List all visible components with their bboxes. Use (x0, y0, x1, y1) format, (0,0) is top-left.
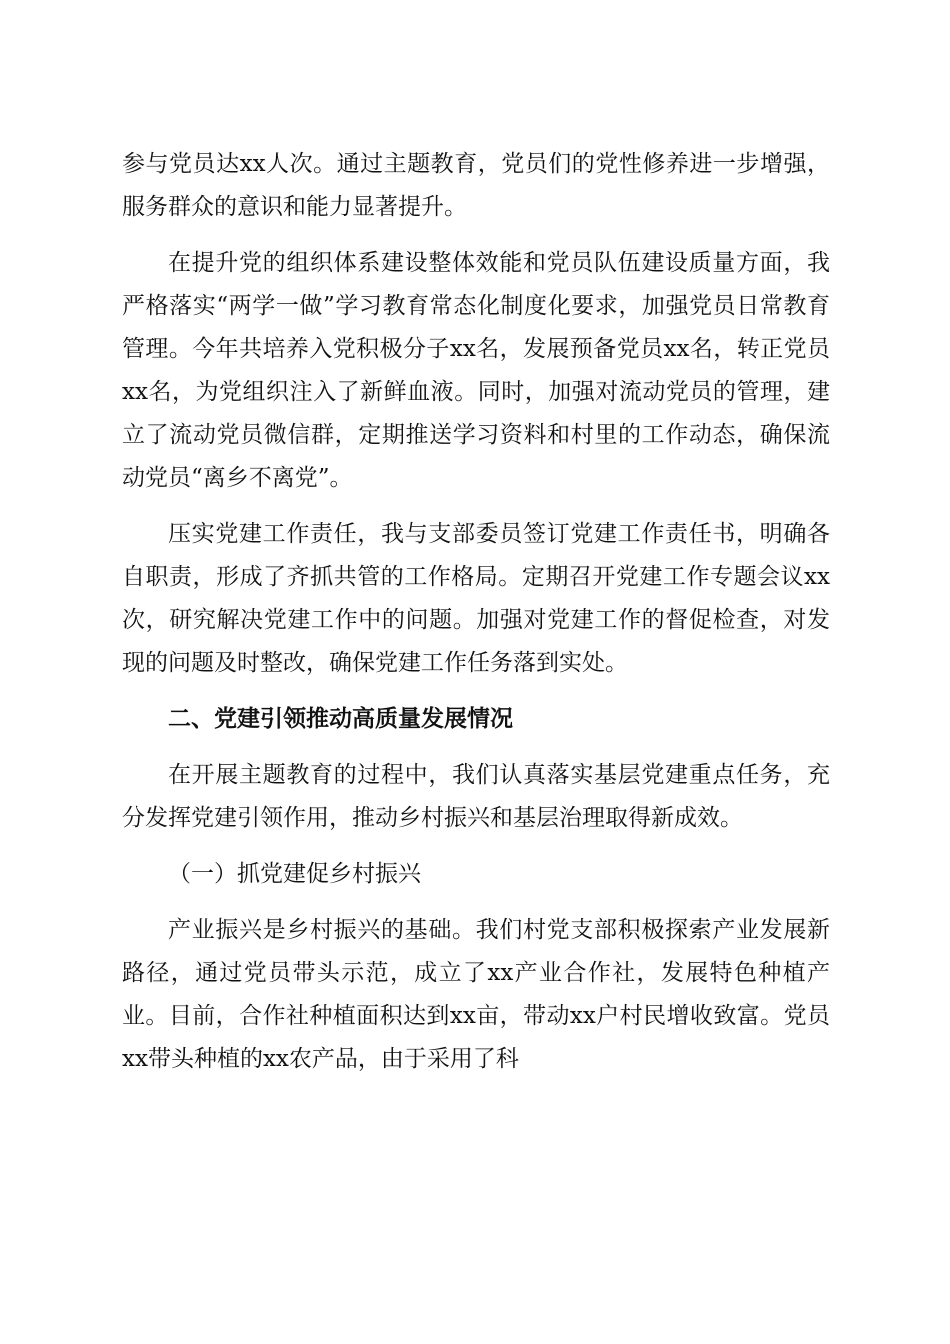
paragraph-responsibility: 压实党建工作责任，我与支部委员签订党建工作责任书，明确各自职责，形成了齐抓共管的工作格局。定期召开党建工作专题会议xx次，研究解决党建工作中的问题。加强对党建工作的督促检查，对发现的问题及时整改，确保党建工作任务落到实处。 (122, 521, 830, 676)
paragraph-section-intro: 在开展主题教育的过程中，我们认真落实基层党建重点任务，充分发挥党建引领作用，推动乡村振兴和基层治理取得新成效。 (122, 762, 830, 831)
paragraph-organization-building: 在提升党的组织体系建设整体效能和党员队伍建设质量方面，我严格落实“两学一做”学习教育常态化制度化要求，加强党员日常教育管理。今年共培养入党积极分子xx名，发展预备党员xx名，转正党员xx名，为党组织注入了新鲜血液。同时，加强对流动党员的管理，建立了流动党员微信群，定期推送学习资料和村里的工作动态，确保流动党员“离乡不离党”。 (122, 250, 830, 491)
section-heading: 二、党建引领推动高质量发展情况 (168, 706, 513, 732)
paragraph-industry-revitalization: 产业振兴是乡村振兴的基础。我们村党支部积极探索产业发展新路径，通过党员带头示范，成立了xx产业合作社，发展特色种植产业。目前，合作社种植面积达到xx亩，带动xx户村民增收致富。党员xx带头种植的xx农产品，由于采用了科 (122, 917, 830, 1072)
paragraph-continued: 参与党员达xx人次。通过主题教育，党员们的党性修养进一步增强，服务群众的意识和能力显著提升。 (122, 151, 830, 220)
document-body (122, 143, 830, 1094)
subsection-heading: （一）抓党建促乡村振兴 (168, 861, 421, 887)
